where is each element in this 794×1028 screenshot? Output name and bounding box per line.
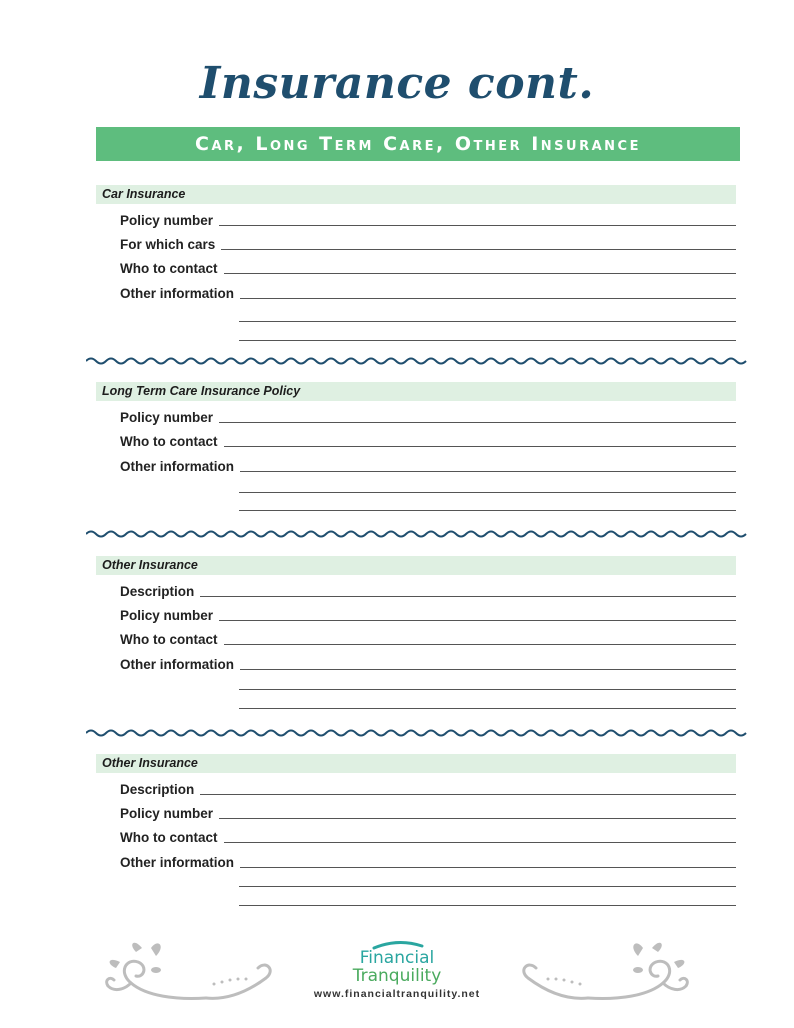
extra-writing-line[interactable] [239,340,736,341]
page-title: Insurance cont. [199,58,595,109]
field-label: Other information [120,459,234,474]
extra-writing-line[interactable] [239,510,736,511]
field-line[interactable] [200,596,736,597]
wave-divider [86,728,750,738]
field-label: Other information [120,855,234,870]
other-insurance-section [96,556,736,716]
field-line[interactable] [240,471,736,472]
other-information-field[interactable] [120,286,736,302]
field-line[interactable] [224,644,737,645]
field-label: Policy number [120,213,214,228]
extra-writing-line[interactable] [239,708,736,709]
website-url[interactable]: www.financialtranquility.net [313,988,481,1000]
field-label: Who to contact [120,261,218,276]
policy-number-field[interactable] [120,608,736,624]
field-line[interactable] [219,620,736,621]
field-label: Description [120,782,195,797]
field-label: Who to contact [120,632,218,647]
who-to-contact-field[interactable] [120,632,736,648]
extra-writing-line[interactable] [239,905,736,906]
other-information-field[interactable] [120,459,736,475]
who-to-contact-field[interactable] [120,434,736,450]
field-label: Other information [120,286,234,301]
field-line[interactable] [224,273,737,274]
section-header: Other Insurance [96,556,736,575]
policy-number-field[interactable] [120,213,736,229]
who-to-contact-field[interactable] [120,261,736,277]
footer [0,930,794,1028]
extra-writing-line[interactable] [239,689,736,690]
field-label: Policy number [120,608,214,623]
policy-number-field[interactable] [120,806,736,822]
field-line[interactable] [240,867,736,868]
logo-line-2: Tranquility [352,966,442,986]
field-line[interactable] [219,422,736,423]
other-insurance-section-2 [96,754,736,914]
field-line[interactable] [221,249,736,250]
logo-line-1: Financial [359,948,435,968]
field-label: Who to contact [120,434,218,449]
who-to-contact-field[interactable] [120,830,736,846]
section-banner: Car, Long Term Care, Other Insurance [96,127,740,161]
description-field[interactable] [120,782,736,798]
description-field[interactable] [120,584,736,600]
long-term-care-section [96,382,736,517]
section-header: Car Insurance [96,185,736,204]
field-line[interactable] [219,225,736,226]
field-line[interactable] [240,669,736,670]
field-label: For which cars [120,237,216,252]
field-line[interactable] [224,842,737,843]
field-label: Who to contact [120,830,218,845]
field-label: Other information [120,657,234,672]
field-label: Description [120,584,195,599]
field-label: Policy number [120,806,214,821]
section-header: Other Insurance [96,754,736,773]
other-information-field[interactable] [120,657,736,673]
wave-divider [86,356,750,366]
extra-writing-line[interactable] [239,492,736,493]
which-cars-field[interactable] [120,237,736,253]
policy-number-field[interactable] [120,410,736,426]
field-line[interactable] [200,794,736,795]
field-line[interactable] [240,298,736,299]
extra-writing-line[interactable] [239,321,736,322]
extra-writing-line[interactable] [239,886,736,887]
section-header: Long Term Care Insurance Policy [96,382,736,401]
other-information-field[interactable] [120,855,736,871]
field-line[interactable] [219,818,736,819]
field-label: Policy number [120,410,214,425]
car-insurance-section [96,185,736,345]
field-line[interactable] [224,446,737,447]
wave-divider [86,529,750,539]
